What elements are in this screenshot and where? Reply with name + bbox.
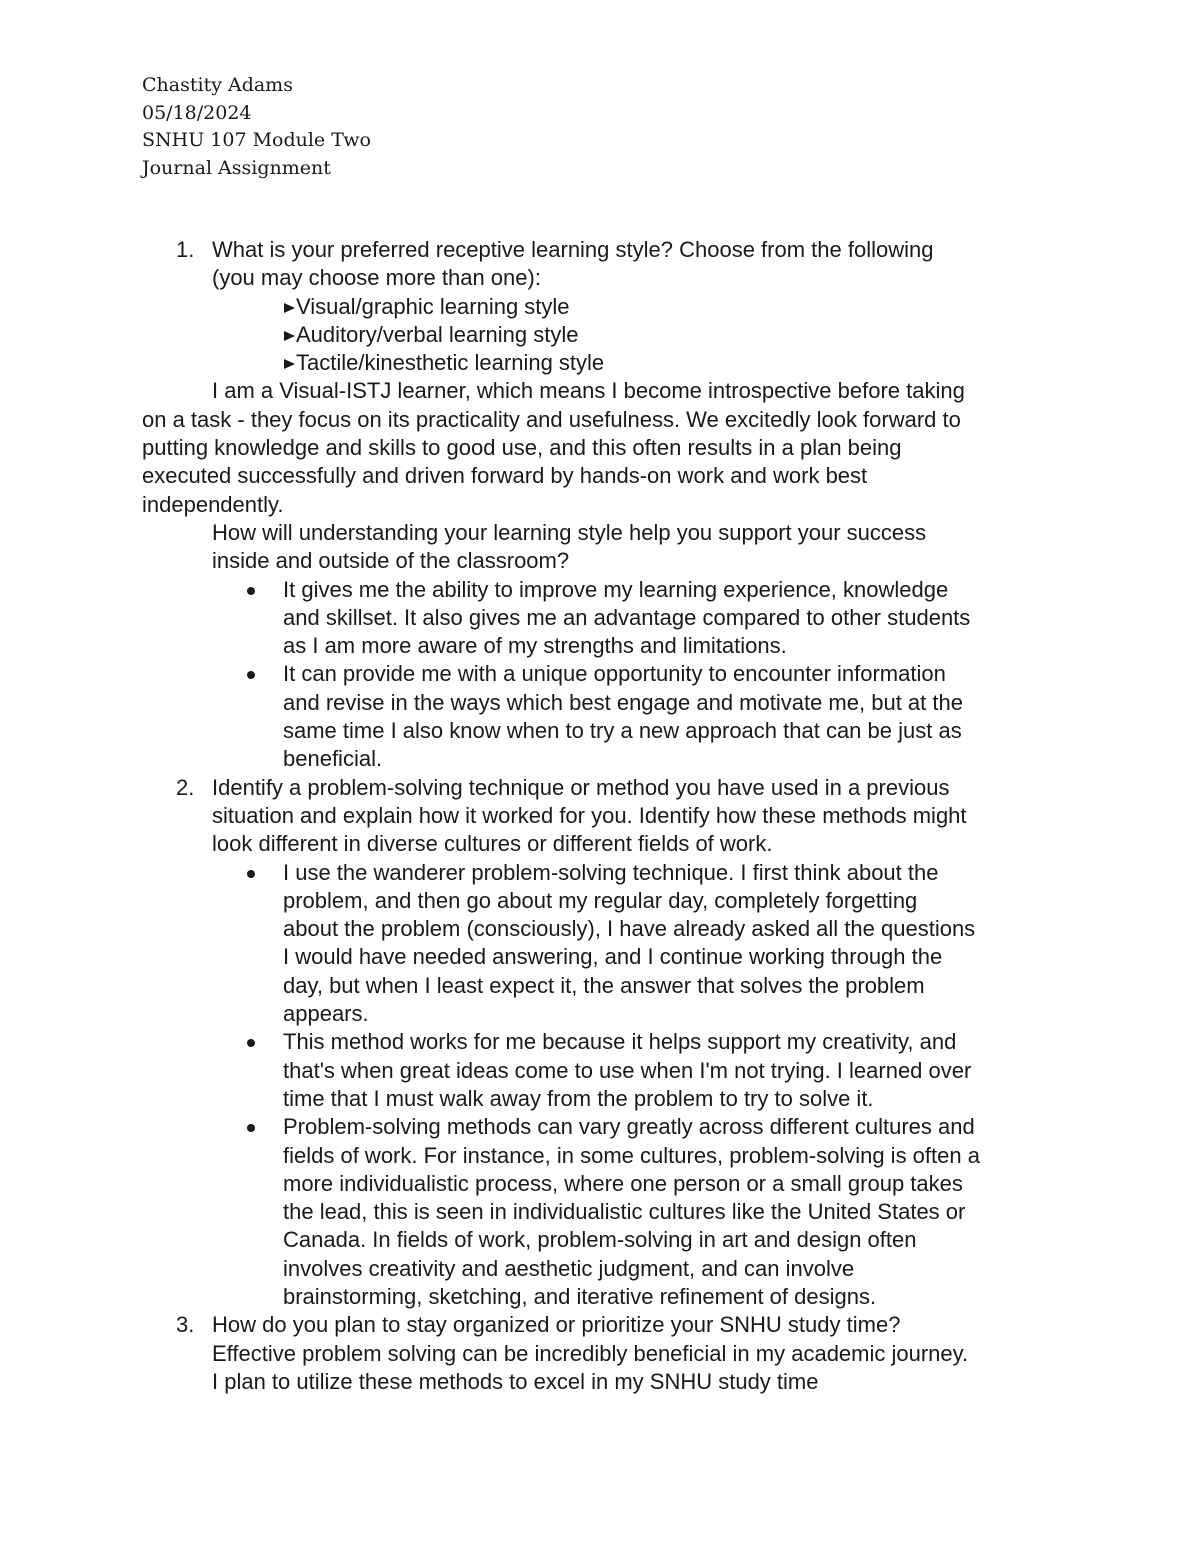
assignment-title: Journal Assignment bbox=[142, 156, 331, 179]
option-auditory bbox=[142, 321, 1062, 349]
option-label: Visual/graphic learning style bbox=[296, 293, 570, 319]
bullet-line: Problem-solving methods can vary greatly across different cultures and bbox=[283, 1114, 975, 1140]
question-text-line: Identify a problem-solving technique or method you have used in a previous bbox=[212, 774, 950, 800]
bullet-line: fields of work. For instance, in some cultures, problem-solving is often a bbox=[283, 1142, 980, 1168]
bullet-line: It gives me the ability to improve my learning experience, knowledge bbox=[283, 576, 949, 602]
bullet-dot-icon bbox=[247, 1039, 255, 1047]
option-tactile bbox=[142, 349, 1062, 377]
bullet-line: day, but when I least expect it, the answer that solves the problem bbox=[283, 972, 925, 998]
bullet-line: It can provide me with a unique opportunity to encounter information bbox=[283, 661, 946, 687]
followup-line: inside and outside of the classroom? bbox=[212, 548, 570, 574]
document-body bbox=[142, 236, 1062, 1396]
question-number: 2. bbox=[176, 774, 195, 800]
bullet-line: I use the wanderer problem-solving technique. I first think about the bbox=[283, 859, 939, 885]
triangle-bullet-icon bbox=[284, 331, 295, 341]
bullet-line: This method works for me because it helps support my creativity, and bbox=[283, 1029, 957, 1055]
question-text-line: look different in diverse cultures or different fields of work. bbox=[212, 831, 773, 857]
followup-line: How will understanding your learning style help you support your success bbox=[212, 519, 927, 545]
bullet-line: that's when great ideas come to use when I'm not trying. I learned over bbox=[283, 1057, 972, 1083]
bullet-item bbox=[142, 1113, 1062, 1311]
question-text-line: (you may choose more than one): bbox=[212, 265, 541, 291]
bullet-line: involves creativity and aesthetic judgment, and can involve bbox=[283, 1255, 855, 1281]
bullet-dot-icon bbox=[247, 1124, 255, 1132]
followup-question bbox=[142, 519, 1062, 576]
question-2 bbox=[142, 774, 1062, 859]
option-label: Tactile/kinesthetic learning style bbox=[296, 350, 605, 376]
bullet-item bbox=[142, 660, 1062, 773]
answer-line: independently. bbox=[142, 491, 284, 517]
question-number: 1. bbox=[176, 237, 195, 262]
question-text-line: What is your preferred receptive learning style? Choose from the following bbox=[212, 237, 934, 262]
bullet-line: same time I also know when to try a new approach that can be just as bbox=[283, 718, 962, 744]
question-number: 3. bbox=[176, 1312, 195, 1338]
course-title: SNHU 107 Module Two bbox=[142, 129, 371, 151]
question-text-line: situation and explain how it worked for you. Identify how these methods might bbox=[212, 802, 967, 828]
question-text-line: Effective problem solving can be incredibly beneficial in my academic journey. bbox=[212, 1340, 969, 1366]
answer-line: putting knowledge and skills to good use, and this often results in a plan being bbox=[142, 435, 902, 461]
document-header bbox=[142, 72, 371, 182]
bullet-item bbox=[142, 576, 1062, 661]
answer-paragraph bbox=[142, 377, 1062, 518]
bullet-line: and skillset. It also gives me an advantage compared to other students bbox=[283, 604, 971, 630]
author-name: Chastity Adams bbox=[142, 74, 293, 96]
bullet-item bbox=[142, 859, 1062, 1029]
question-text-line: How do you plan to stay organized or prioritize your SNHU study time? bbox=[212, 1312, 901, 1338]
bullet-line: brainstorming, sketching, and iterative refinement of designs. bbox=[283, 1283, 877, 1309]
bullet-line: Canada. In fields of work, problem-solving in art and design often bbox=[283, 1227, 917, 1253]
question-3 bbox=[142, 1311, 1062, 1396]
bullet-item bbox=[142, 1028, 1062, 1113]
question-text-line: I plan to utilize these methods to excel in my SNHU study time bbox=[212, 1368, 819, 1394]
bullet-line: about the problem (consciously), I have already asked all the questions bbox=[283, 916, 976, 942]
document-date: 05/18/2024 bbox=[142, 101, 252, 124]
bullet-dot-icon bbox=[247, 671, 255, 679]
option-visual bbox=[142, 293, 1062, 321]
bullet-line: more individualistic process, where one person or a small group takes bbox=[283, 1170, 963, 1196]
bullet-line: the lead, this is seen in individualistic cultures like the United States or bbox=[283, 1199, 966, 1225]
bullet-line: I would have needed answering, and I continue working through the bbox=[283, 944, 943, 970]
bullet-line: time that I must walk away from the problem to try to solve it. bbox=[283, 1085, 874, 1111]
bullet-dot-icon bbox=[247, 587, 255, 595]
answer-line: on a task - they focus on its practicality and usefulness. We excitedly look forward to bbox=[142, 406, 961, 432]
bullet-line: as I am more aware of my strengths and limitations. bbox=[283, 633, 787, 659]
triangle-bullet-icon bbox=[284, 303, 295, 313]
bullet-line: and revise in the ways which best engage and motivate me, but at the bbox=[283, 689, 963, 715]
bullet-line: problem, and then go about my regular day, completely forgetting bbox=[283, 887, 918, 913]
question-1 bbox=[142, 236, 1062, 293]
answer-line: executed successfully and driven forward by hands-on work and work best bbox=[142, 463, 868, 489]
answer-line: I am a Visual-ISTJ learner, which means I become introspective before taking bbox=[212, 378, 965, 404]
bullet-dot-icon bbox=[247, 870, 255, 878]
bullet-line: appears. bbox=[283, 1001, 369, 1027]
triangle-bullet-icon bbox=[284, 359, 295, 369]
option-label: Auditory/verbal learning style bbox=[296, 321, 579, 347]
bullet-line: beneficial. bbox=[283, 746, 383, 772]
